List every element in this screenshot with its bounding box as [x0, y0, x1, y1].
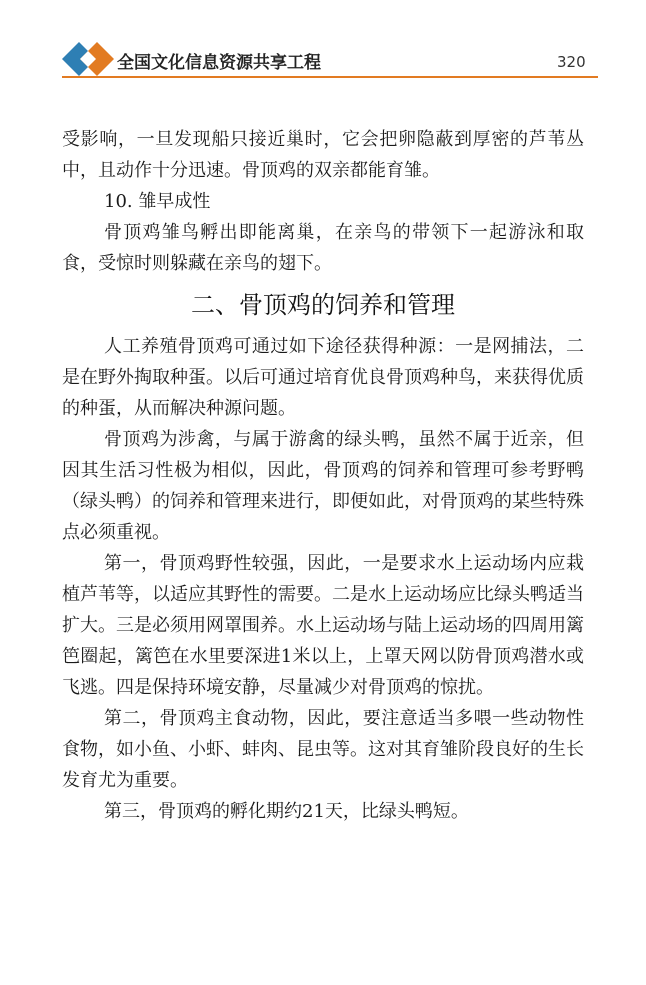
- paragraph: 第三，骨顶鸡的孵化期约21天，比绿头鸭短。: [104, 801, 469, 822]
- page-header: [0, 0, 646, 80]
- paragraph: 第一，骨顶鸡野性较强，因此，一是要求水上运动场内应栽植芦苇等，以适应其野性的需要。二是水上运动场应比绿头鸭适当扩大。三是必须用网罩围养。水上运动场与陆上运动场的四周用篱笆圈起，篱笆在水里要深进1米以上，上罩天网以防骨顶鸡潜水或飞逃。四是保持环境安静，尽量减少对骨顶鸡的惊扰。: [62, 553, 584, 698]
- page-content: [62, 124, 584, 827]
- subheading-item-10: 10. 雏早成性: [104, 191, 211, 212]
- header-rule: [62, 76, 598, 78]
- paragraph: 第二，骨顶鸡主食动物，因此，要注意适当多喂一些动物性食物，如小鱼、小虾、蚌肉、昆虫等。这对其育雏阶段良好的生长发育尤为重要。: [62, 708, 584, 791]
- paragraph-continued: 受影响，一旦发现船只接近巢时，它会把卵隐蔽到厚密的芦苇丛中，且动作十分迅速。骨顶鸡的双亲都能育雏。: [62, 129, 584, 181]
- logo-icon: [62, 42, 114, 76]
- header-title: 全国文化信息资源共享工程: [117, 53, 321, 73]
- paragraph: 人工养殖骨顶鸡可通过如下途径获得种源：一是网捕法，二是在野外掏取种蛋。以后可通过培育优良骨顶鸡种鸟，来获得优质的种蛋，从而解决种源问题。: [62, 336, 584, 419]
- paragraph: 骨顶鸡雏鸟孵出即能离巢，在亲鸟的带领下一起游泳和取食，受惊时则躲藏在亲鸟的翅下。: [62, 222, 584, 274]
- page-number: 320: [557, 53, 586, 71]
- paragraph: 骨顶鸡为涉禽，与属于游禽的绿头鸭，虽然不属于近亲，但因其生活习性极为相似，因此，骨顶鸡的饲养和管理可参考野鸭（绿头鸭）的饲养和管理来进行，即便如此，对骨顶鸡的某些特殊点必须重视。: [62, 429, 584, 543]
- section-title: 二、骨顶鸡的饲养和管理: [191, 291, 455, 319]
